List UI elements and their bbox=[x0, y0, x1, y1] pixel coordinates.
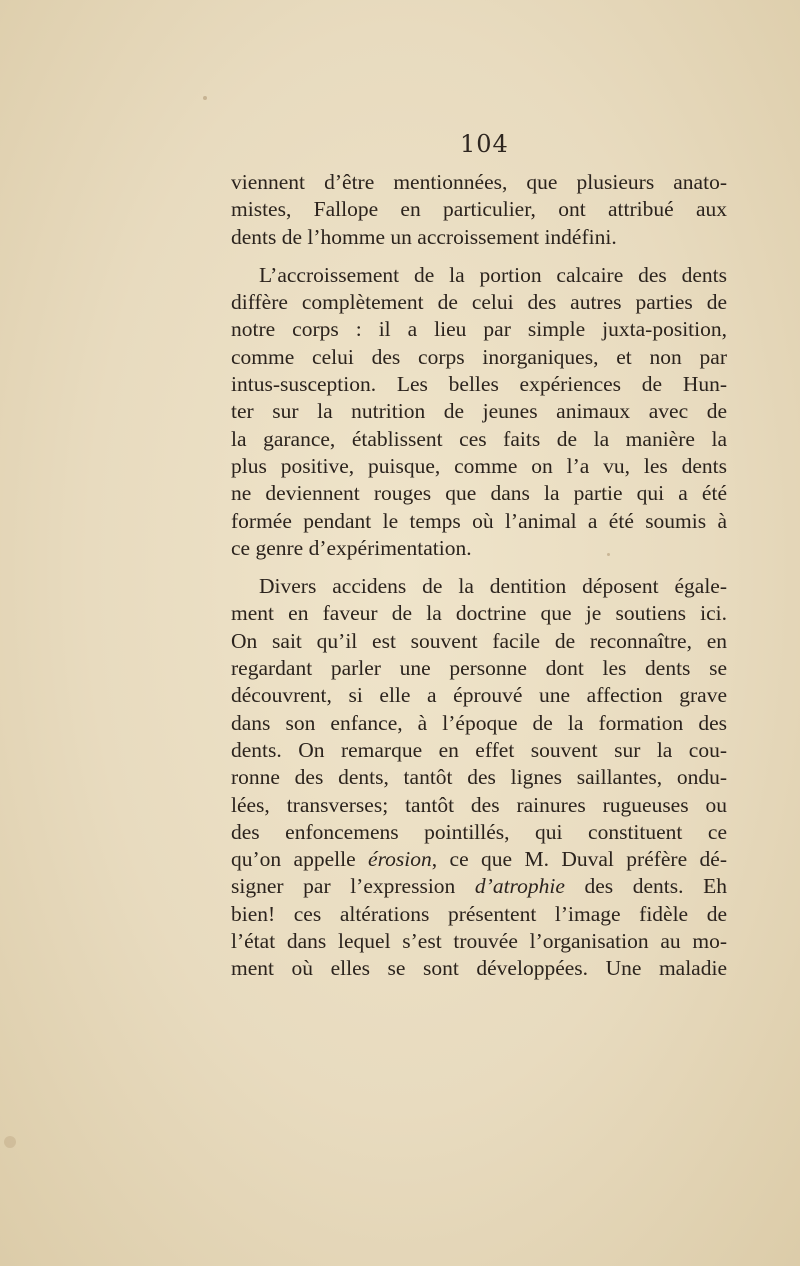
text-line: ter sur la nutrition de jeunes animaux avec de bbox=[231, 399, 727, 424]
text-line-with-italic: signer par l’expression d’atrophie des dents. Eh bbox=[231, 874, 727, 899]
text-line: dans son enfance, à l’époque de la formation des bbox=[231, 710, 727, 735]
text-line: des enfoncemens pointillés, qui constituent ce bbox=[231, 819, 727, 844]
page-number: 104 bbox=[460, 130, 509, 158]
text-line-with-italic: qu’on appelle érosion, ce que M. Duval préfère dé- bbox=[231, 847, 727, 872]
paragraph bbox=[231, 169, 727, 251]
text-line: lées, transverses; tantôt des rainures rugueuses ou bbox=[231, 792, 727, 817]
text-line: viennent d’être mentionnées, que plusieurs anato- bbox=[231, 170, 727, 194]
italic-term-erosion: érosion bbox=[368, 847, 432, 872]
paper-stain bbox=[4, 1136, 16, 1148]
text-line: ronne des dents, tantôt des lignes saillantes, ondu- bbox=[231, 765, 727, 790]
text-line: dents. On remarque en effet souvent sur la cou- bbox=[231, 737, 727, 762]
text-line: comme celui des corps inorganiques, et non par bbox=[231, 344, 727, 369]
text-line: dents de l’homme un accroissement indéfini. bbox=[231, 224, 617, 249]
text-line: On sait qu’il est souvent facile de reconnaître, en bbox=[231, 628, 727, 653]
body-text bbox=[231, 169, 727, 983]
text-line: ment où elles se sont développées. Une maladie bbox=[231, 956, 727, 981]
text-line: bien! ces altérations présentent l’image fidèle de bbox=[231, 901, 727, 926]
text-line: Divers accidens de la dentition déposent égale- bbox=[259, 574, 727, 599]
text-line: notre corps : il a lieu par simple juxta-position, bbox=[231, 317, 727, 342]
text-line: plus positive, puisque, comme on l’a vu, les dents bbox=[231, 453, 727, 478]
text-line: intus-susception. Les belles expériences de Hun- bbox=[231, 372, 727, 397]
text-line: formée pendant le temps où l’animal a été soumis à bbox=[231, 508, 727, 533]
text-line: L’accroissement de la portion calcaire des dents bbox=[259, 262, 727, 287]
text-line: ment en faveur de la doctrine que je soutiens ici. bbox=[231, 601, 727, 626]
paper-speck bbox=[203, 96, 207, 100]
text-line: regardant parler une personne dont les dents se bbox=[231, 656, 727, 681]
text-line: mistes, Fallope en particulier, ont attribué aux bbox=[231, 197, 727, 222]
text-line: diffère complètement de celui des autres parties de bbox=[231, 290, 727, 315]
text-line: l’état dans lequel s’est trouvée l’organisation au mo- bbox=[231, 929, 727, 954]
text-line: la garance, établissent ces faits de la manière la bbox=[231, 426, 727, 451]
paragraph bbox=[231, 573, 727, 982]
text-line: ce genre d’expérimentation. bbox=[231, 535, 472, 560]
text-line: ne deviennent rouges que dans la partie qui a été bbox=[231, 481, 727, 506]
italic-term-atrophie: d’atrophie bbox=[474, 874, 565, 899]
text-line: découvrent, si elle a éprouvé une affection grave bbox=[231, 683, 727, 708]
paragraph bbox=[231, 262, 727, 562]
